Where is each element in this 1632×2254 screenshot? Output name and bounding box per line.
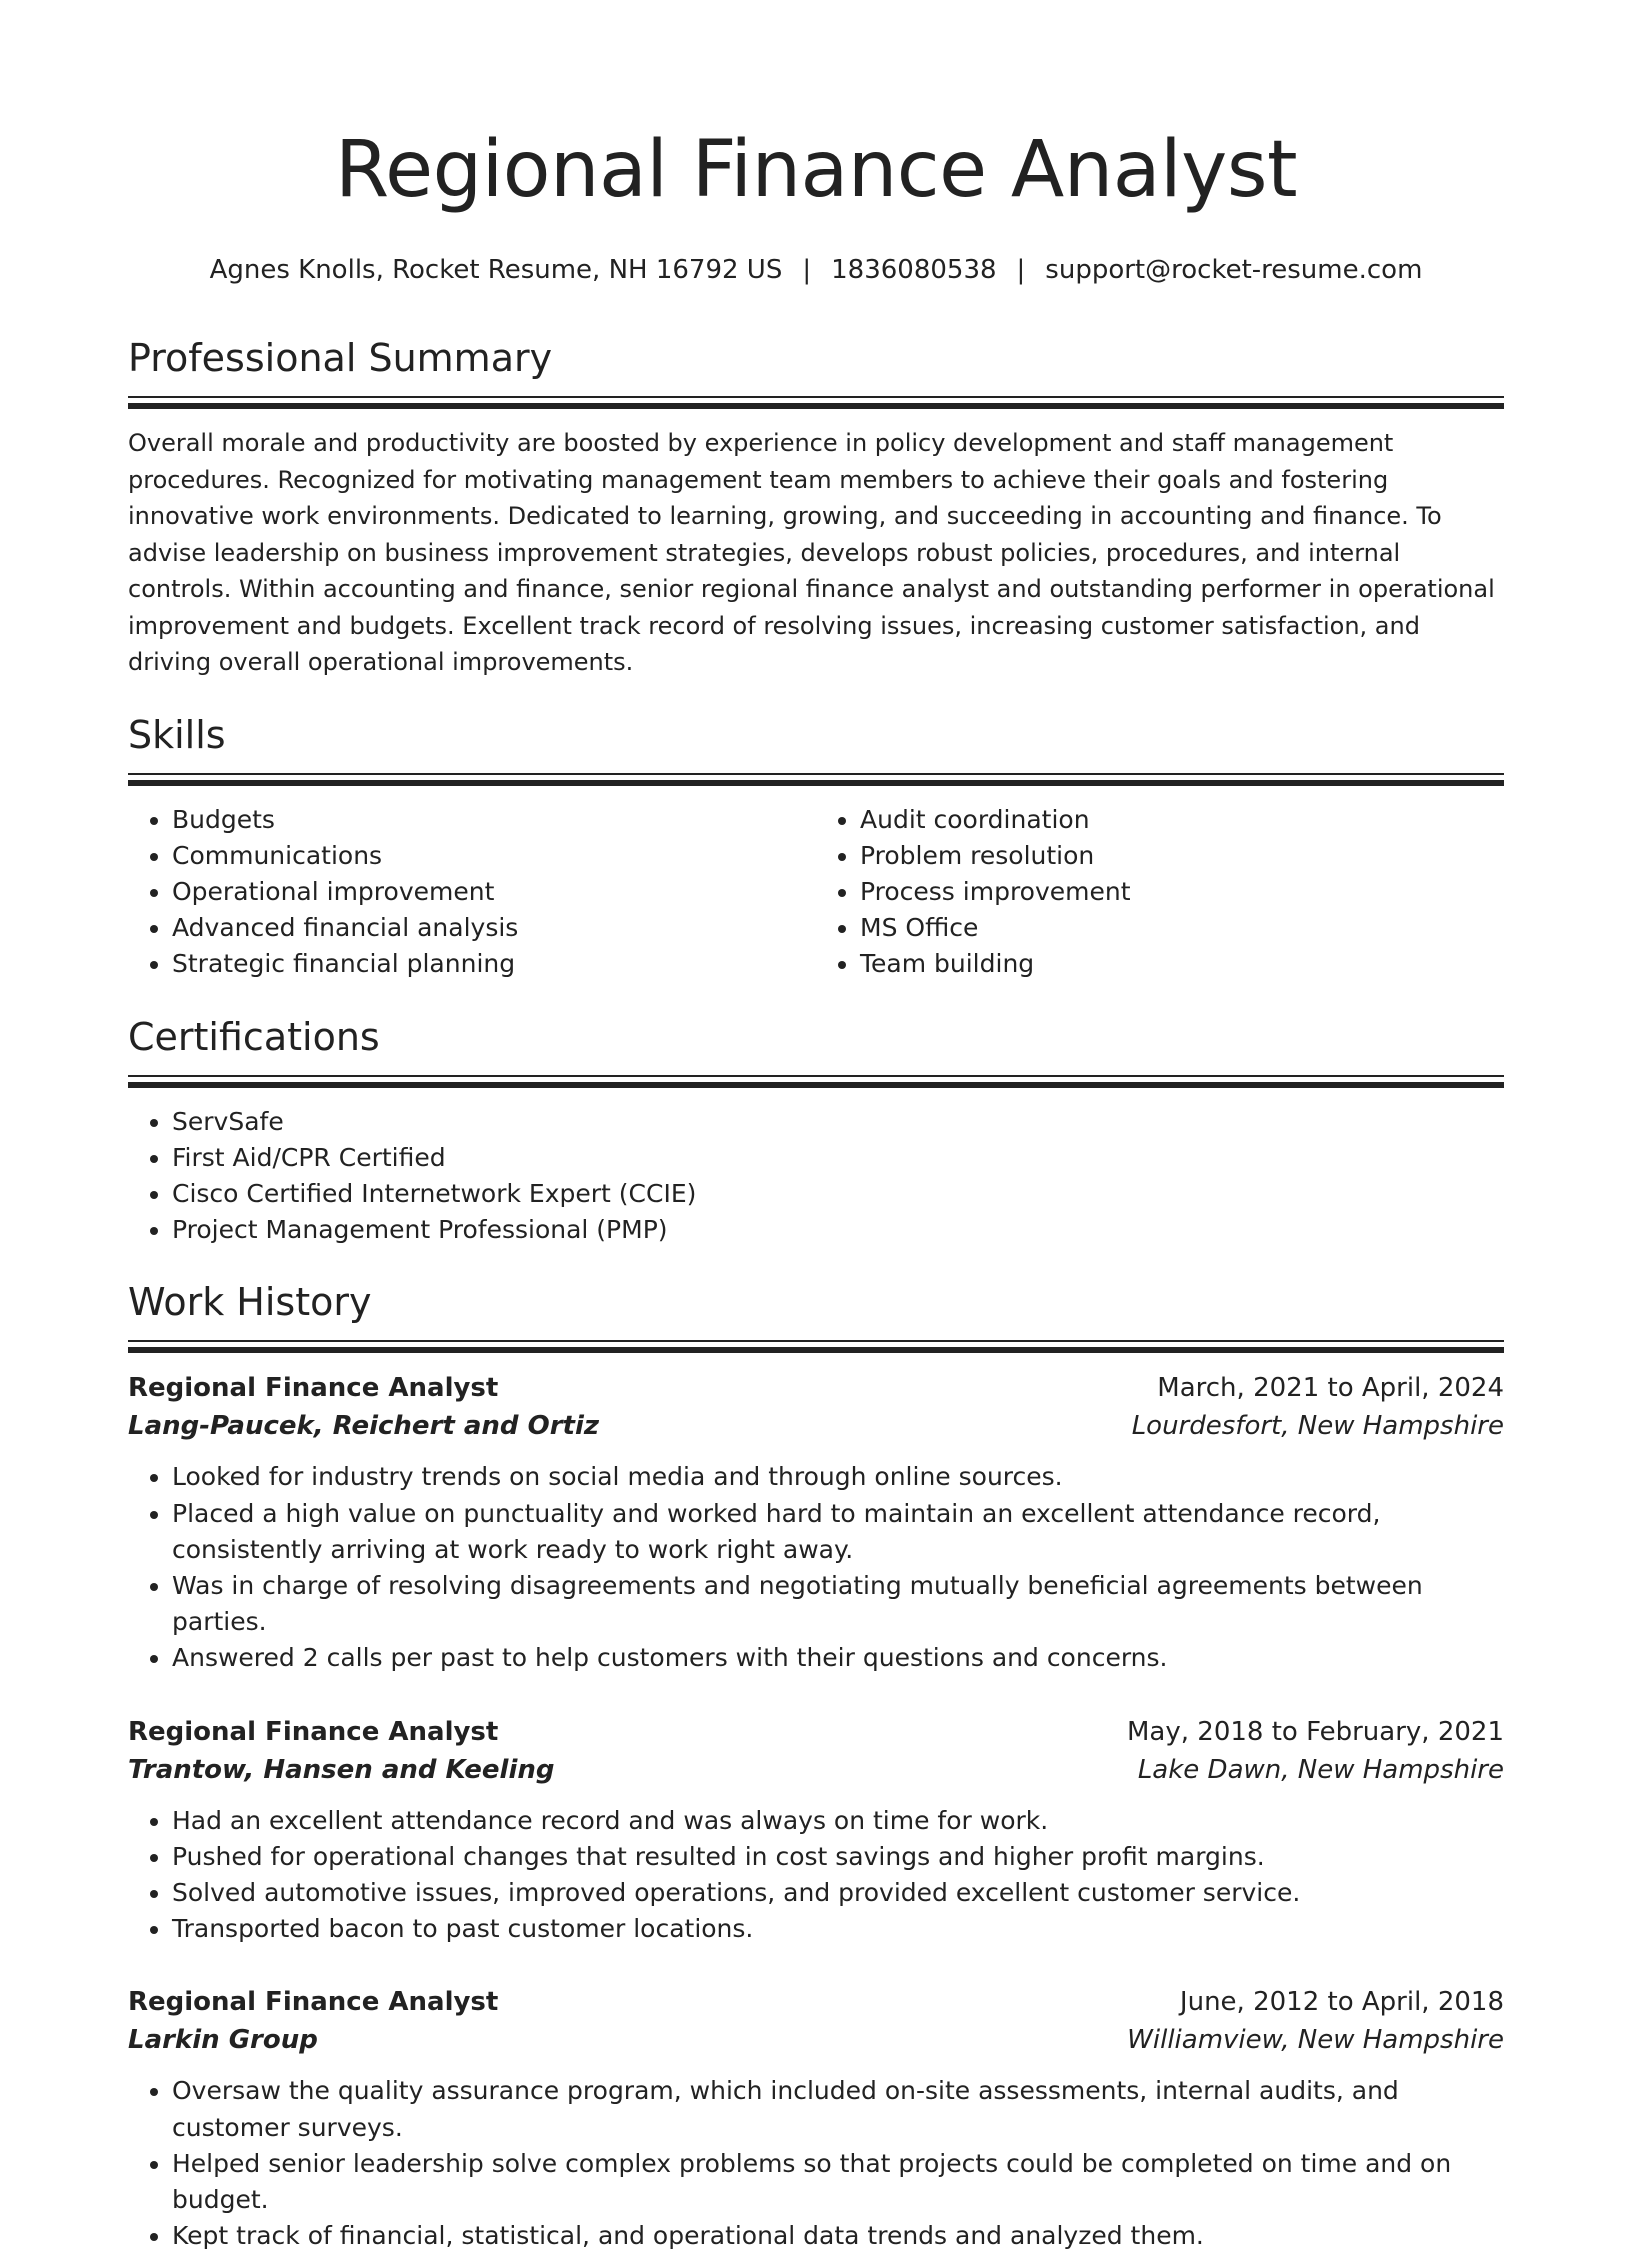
job-title: Regional Finance Analyst [128,1716,499,1747]
job-bullet: • Helped senior leadership solve complex problems so that projects could be completed on time and on budget. [172,2146,1504,2218]
job-bullet: • Had an excellent attendance record and was always on time for work. [172,1803,1504,1839]
job-bullets [128,2073,1504,2254]
job-company: Lang-Paucek, Reichert and Ortiz [128,1411,599,1442]
job-entry [128,1713,1504,1948]
job-subheader [128,1407,1504,1445]
skill-item: • Strategic financial planning [172,946,816,982]
certification-item: • ServSafe [172,1104,1504,1140]
contact-line [128,252,1504,288]
job-header [128,1983,1504,2021]
job-location: Williamview, New Hampshire [1127,2025,1504,2056]
skills-heading: Skills [128,712,226,757]
skill-item: • Budgets [172,802,816,838]
skills-columns [128,802,1504,983]
job-entry [128,1369,1504,1676]
section-divider [128,773,1504,786]
skill-item: • Audit coordination [860,802,1504,838]
skill-item: • Process improvement [860,874,1504,910]
job-title: Regional Finance Analyst [128,1987,499,2018]
job-subheader [128,2021,1504,2059]
job-dates: March, 2021 to April, 2024 [1157,1373,1504,1404]
job-bullet: • Looked for industry trends on social media and through online sources. [172,1459,1504,1495]
skills-section [128,711,1504,983]
contact-address: Agnes Knolls, Rocket Resume, NH 16792 US [209,255,783,285]
job-header [128,1713,1504,1751]
certifications-section [128,1013,1504,1249]
skill-item: • Communications [172,838,816,874]
certifications-heading: Certifications [128,1014,380,1059]
job-bullet: • Oversaw the quality assurance program, which included on-site assessments, internal audits, and customer surveys. [172,2073,1504,2145]
job-bullet: • Kept track of financial, statistical, and operational data trends and analyzed them. [172,2218,1504,2254]
job-location: Lourdesfort, New Hampshire [1131,1411,1504,1442]
job-bullet: • Placed a high value on punctuality and worked hard to maintain an excellent attendance record, consistently arriving at work ready to work right away. [172,1496,1504,1568]
contact-phone: 1836080538 [831,255,997,285]
certifications-list [128,1104,1504,1249]
job-bullet: • Transported bacon to past customer locations. [172,1911,1504,1947]
job-bullet: • Was in charge of resolving disagreements and negotiating mutually beneficial agreements between parties. [172,1568,1504,1640]
skill-item: • MS Office [860,910,1504,946]
job-bullet: • Solved automotive issues, improved operations, and provided excellent customer service. [172,1875,1504,1911]
job-subheader [128,1751,1504,1789]
job-dates: May, 2018 to February, 2021 [1127,1716,1504,1747]
summary-heading: Professional Summary [128,336,553,380]
summary-section [128,334,1504,681]
skill-item: • Advanced financial analysis [172,910,816,946]
work-history-section [128,1278,1504,2254]
skills-list-left [128,802,816,983]
job-bullet: • Answered 2 calls per past to help customers with their questions and concerns. [172,1640,1504,1676]
skills-list-right [816,802,1504,983]
job-location: Lake Dawn, New Hampshire [1137,1754,1504,1785]
job-bullet: • Pushed for operational changes that resulted in cost savings and higher profit margins. [172,1839,1504,1875]
job-entry [128,1983,1504,2254]
section-divider [128,396,1504,409]
certification-item: • First Aid/CPR Certified [172,1140,1504,1176]
job-bullets [128,1459,1504,1676]
contact-email: support@rocket-resume.com [1045,255,1423,285]
job-dates: June, 2012 to April, 2018 [1179,1987,1504,2018]
skill-item: • Operational improvement [172,874,816,910]
certification-item: • Project Management Professional (PMP) [172,1212,1504,1248]
certification-item: • Cisco Certified Internetwork Expert (CCIE) [172,1176,1504,1212]
work-history-heading: Work History [128,1280,372,1325]
section-divider [128,1075,1504,1088]
skill-item: • Team building [860,946,1504,982]
skill-item: • Problem resolution [860,838,1504,874]
job-title: Regional Finance Analyst [128,1373,499,1404]
resume-title: Regional Finance Analyst [334,125,1298,215]
job-header [128,1369,1504,1407]
job-company: Larkin Group [128,2025,318,2056]
job-bullets [128,1803,1504,1948]
section-divider [128,1340,1504,1353]
contact-separator: | [1016,255,1026,285]
job-company: Trantow, Hansen and Keeling [128,1754,555,1785]
summary-text: Overall morale and productivity are boosted by experience in policy development and staff management procedures. Recognized for motivating management team members to achieve their goals and fostering innovative work environments. Dedicated to learning, growing, and succeeding in accounting and finance. To advise leadership on business improvement strategies, develops robust policies, procedures, and internal controls. Within accounting and finance, senior regional finance analyst and outstanding performer in operational improvement and budgets. Excellent track record of resolving issues, increasing customer satisfaction, and driving overall operational improvements. [128,429,1495,676]
contact-separator: | [802,255,812,285]
